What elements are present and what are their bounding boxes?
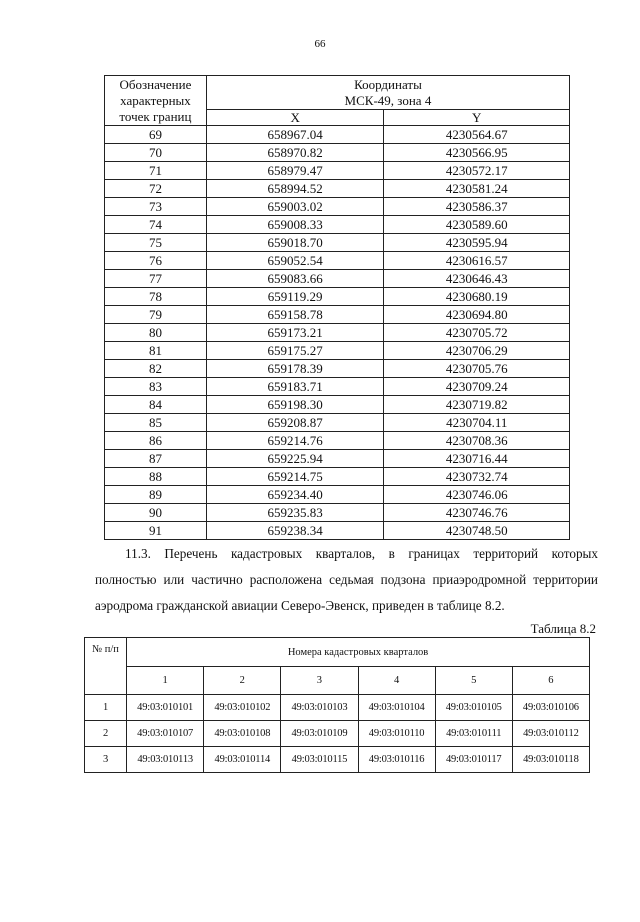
coordinates-body [105,126,570,540]
cadastral-quarter-cell: 49:03:010101 [127,695,204,721]
y-coordinate-cell: 4230595.94 [384,234,570,252]
table-row [105,162,570,180]
y-coordinate-cell: 4230646.43 [384,270,570,288]
x-coordinate-cell: 658970.82 [206,144,384,162]
point-number-cell: 84 [105,396,207,414]
point-number-cell: 72 [105,180,207,198]
y-coordinate-cell: 4230564.67 [384,126,570,144]
table-row [105,378,570,396]
y-coordinate-cell: 4230748.50 [384,522,570,540]
cadastral-quarter-cell: 49:03:010111 [435,721,512,747]
cadastral-quarter-cell: 49:03:010112 [512,721,589,747]
point-number-cell: 73 [105,198,207,216]
x-coordinate-cell: 659208.87 [206,414,384,432]
point-number-cell: 74 [105,216,207,234]
x-coordinate-cell: 659178.39 [206,360,384,378]
coordinates-header-line: Координаты [354,76,422,92]
y-coordinate-cell: 4230704.11 [384,414,570,432]
x-coordinate-cell: 659003.02 [206,198,384,216]
y-coordinate-cell: 4230708.36 [384,432,570,450]
point-number-cell: 85 [105,414,207,432]
y-coordinate-cell: 4230746.06 [384,486,570,504]
table-row [105,306,570,324]
y-coordinate-cell: 4230694.80 [384,306,570,324]
cadastral-quarter-cell: 49:03:010103 [281,695,358,721]
x-coordinate-cell: 659234.40 [206,486,384,504]
y-coordinate-cell: 4230716.44 [384,450,570,468]
point-number-cell: 78 [105,288,207,306]
table-row [105,396,570,414]
cadastral-body [85,695,590,773]
y-coordinate-cell: 4230616.57 [384,252,570,270]
x-coordinate-cell: 659238.34 [206,522,384,540]
y-coordinate-cell: 4230566.95 [384,144,570,162]
cadastral-quarter-cell: 49:03:010113 [127,747,204,773]
row-number-cell: 1 [85,695,127,721]
cadastral-quarter-cell: 49:03:010104 [358,695,435,721]
table-row [105,432,570,450]
y-coordinate-cell: 4230680.19 [384,288,570,306]
point-number-cell: 87 [105,450,207,468]
x-coordinate-cell: 659083.66 [206,270,384,288]
table-row [105,342,570,360]
cadastral-quarter-cell: 49:03:010105 [435,695,512,721]
point-number-cell: 77 [105,270,207,288]
table-row [105,504,570,522]
y-coordinate-cell: 4230706.29 [384,342,570,360]
section-paragraph [95,541,598,619]
point-number-cell: 82 [105,360,207,378]
column-index-header: 3 [281,667,358,695]
cadastral-quarter-cell: 49:03:010106 [512,695,589,721]
table-caption: Таблица 8.2 [530,621,596,636]
y-coordinate-cell: 4230705.76 [384,360,570,378]
paragraph-line: 11.3. Перечень кадастровых кварталов, в границах территорий которых [125,546,598,561]
point-number-cell: 71 [105,162,207,180]
point-number-cell: 88 [105,468,207,486]
y-coordinate-cell: 4230732.74 [384,468,570,486]
cadastral-quarter-cell: 49:03:010110 [358,721,435,747]
point-header-line: характерных [120,93,191,108]
table-row [105,270,570,288]
column-index-header: 5 [435,667,512,695]
x-coordinate-cell: 659183.71 [206,378,384,396]
x-coordinate-cell: 659235.83 [206,504,384,522]
x-coordinate-cell: 659008.33 [206,216,384,234]
cadastral-quarter-cell: 49:03:010107 [127,721,204,747]
point-number-cell: 91 [105,522,207,540]
row-number-cell: 2 [85,721,127,747]
y-coordinate-cell: 4230719.82 [384,396,570,414]
coordinates-header [206,76,569,110]
table-row [105,288,570,306]
x-coordinate-cell: 659198.30 [206,396,384,414]
table-row [105,522,570,540]
row-number-header: № п/п [85,638,127,695]
point-designation-header [105,76,207,126]
y-coordinate-cell: 4230581.24 [384,180,570,198]
table-row [105,198,570,216]
y-header: Y [384,110,570,126]
x-coordinate-cell: 659173.21 [206,324,384,342]
point-number-cell: 75 [105,234,207,252]
point-number-cell: 76 [105,252,207,270]
x-coordinate-cell: 659052.54 [206,252,384,270]
table-row [105,450,570,468]
y-coordinate-cell: 4230589.60 [384,216,570,234]
y-coordinate-cell: 4230586.37 [384,198,570,216]
table-row [85,695,590,721]
point-number-cell: 80 [105,324,207,342]
table-row [105,360,570,378]
table-row [85,747,590,773]
x-coordinate-cell: 658994.52 [206,180,384,198]
point-header-line: точек границ [119,109,192,124]
x-coordinate-cell: 659158.78 [206,306,384,324]
y-coordinate-cell: 4230705.72 [384,324,570,342]
cadastral-table [84,637,590,773]
point-number-cell: 83 [105,378,207,396]
point-header-line: Обозначение [119,77,192,92]
x-coordinate-cell: 659214.75 [206,468,384,486]
x-coordinate-cell: 659225.94 [206,450,384,468]
page-number: 66 [314,38,326,50]
table-row [105,468,570,486]
paragraph-line: аэродрома гражданской авиации Северо-Эвенск, приведен в таблице 8.2. [95,598,505,613]
cadastral-quarter-cell: 49:03:010117 [435,747,512,773]
point-number-cell: 90 [105,504,207,522]
cadastral-quarter-cell: 49:03:010115 [281,747,358,773]
table-row [85,721,590,747]
point-number-cell: 79 [105,306,207,324]
y-coordinate-cell: 4230746.76 [384,504,570,522]
x-coordinate-cell: 659018.70 [206,234,384,252]
x-coordinate-cell: 659119.29 [206,288,384,306]
y-coordinate-cell: 4230709.24 [384,378,570,396]
coordinates-table [104,75,570,540]
cadastral-quarter-cell: 49:03:010116 [358,747,435,773]
table-row [105,144,570,162]
cadastral-quarter-cell: 49:03:010108 [204,721,281,747]
x-coordinate-cell: 658967.04 [206,126,384,144]
x-coordinate-cell: 658979.47 [206,162,384,180]
table-row [105,486,570,504]
column-index-header: 2 [204,667,281,695]
table-row [105,216,570,234]
point-number-cell: 69 [105,126,207,144]
point-number-cell: 70 [105,144,207,162]
cadastral-quarter-cell: 49:03:010109 [281,721,358,747]
y-coordinate-cell: 4230572.17 [384,162,570,180]
point-number-cell: 89 [105,486,207,504]
coordinates-header-line: МСК-49, зона 4 [344,92,432,108]
table-row [105,180,570,198]
point-number-cell: 86 [105,432,207,450]
point-number-cell: 81 [105,342,207,360]
table-row [105,252,570,270]
cadastral-quarters-header: Номера кадастровых кварталов [127,638,590,667]
column-index-header: 6 [512,667,589,695]
x-coordinate-cell: 659175.27 [206,342,384,360]
x-coordinate-cell: 659214.76 [206,432,384,450]
cadastral-quarter-cell: 49:03:010118 [512,747,589,773]
column-index-header: 4 [358,667,435,695]
table-row [105,324,570,342]
table-row [105,126,570,144]
cadastral-quarter-cell: 49:03:010114 [204,747,281,773]
row-number-cell: 3 [85,747,127,773]
table-row [105,234,570,252]
paragraph-line: полностью или частично расположена седьмая подзона приаэродромной территории [95,572,598,587]
cadastral-quarter-cell: 49:03:010102 [204,695,281,721]
x-header: X [206,110,384,126]
table-row [105,414,570,432]
column-index-header: 1 [127,667,204,695]
